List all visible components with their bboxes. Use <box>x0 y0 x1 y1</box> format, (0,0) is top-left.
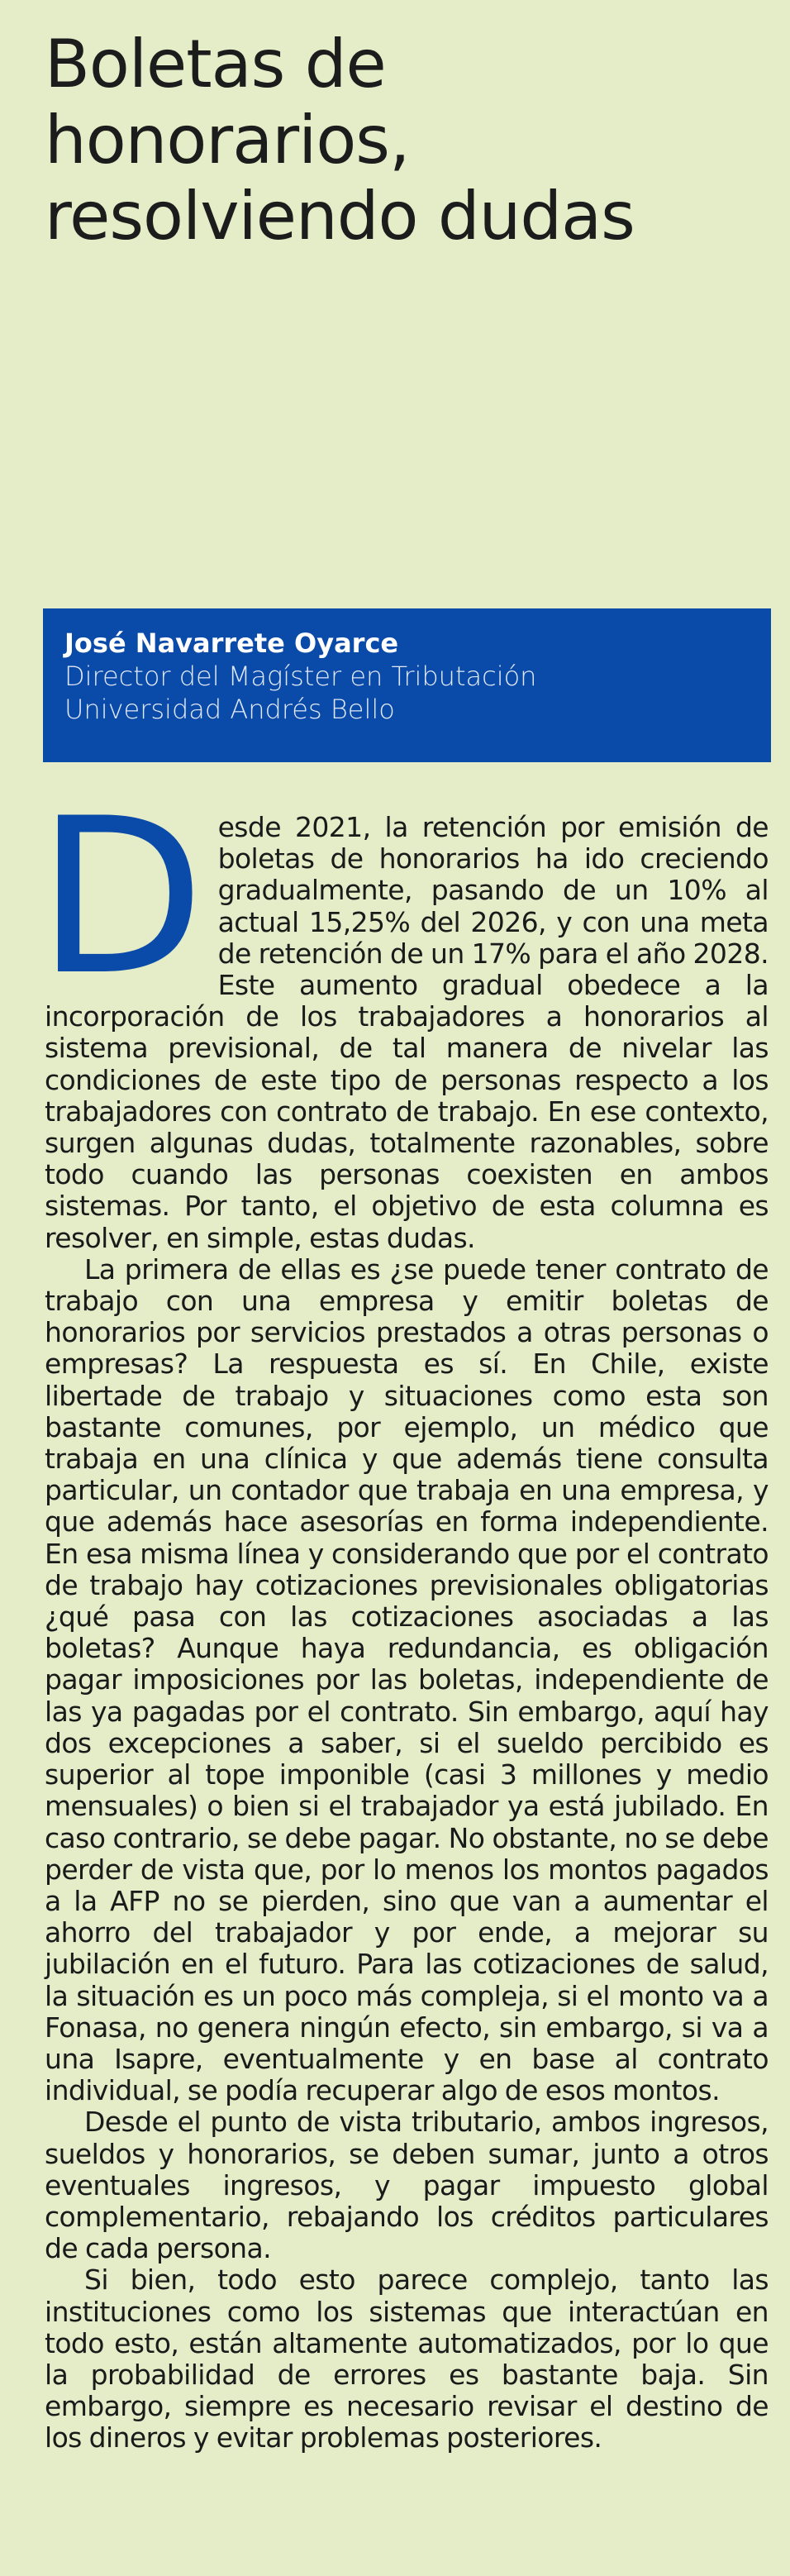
article-paragraph-3: Desde el punto de vista tributario, ambos ingresos, sueldos y honorarios, se deben sumar, junto a otros eventuales ingresos, y pagar impuesto global complementario, rebajando los créditos particulares de cada persona. <box>45 2106 769 2265</box>
article-title-line-2: resolviendo dudas <box>45 178 635 255</box>
author-institution: Universidad Andrés Bello <box>64 694 395 725</box>
article-paragraph-1-text: esde 2021, la retención por emisión de boletas de honorarios ha ido creciendo gradualmente, pasando de un 10% al actual 15,25% del 2026, y con una meta de retención de un 17% para el año 2028. Este aumento gradual obedece a la incorporación de los trabajadores a honorarios al sistema previsional, de tal manera de nivelar las condiciones de este tipo de personas respecto a los trabajadores con contrato de trabajo. En ese contexto, surgen algunas dudas, totalmente razonables, sobre todo cuando las personas coexisten en ambos sistemas. Por tanto, el objetivo de esta columna es resolver, en simple, estas dudas. <box>45 811 769 1254</box>
article-paragraph-2: La primera de ellas es ¿se puede tener contrato de trabajo con una empresa y emitir boletas de honorarios por servicios prestados a otras personas o empresas? La respuesta es sí. En Chile, existe libertade de trabajo y situaciones como esta son bastante comunes, por ejemplo, un médico que trabaja en una clínica y que además tiene consulta particular, un contador que trabaja en una empresa, y que además hace asesorías en forma independiente. En esa misma línea y considerando que por el contrato de trabajo hay cotizaciones previsionales obligatorias ¿qué pasa con las cotizaciones asociadas a las boletas? Aunque haya redundancia, es obligación pagar imposiciones por las boletas, independiente de las ya pagadas por el contrato. Sin embargo, aquí hay dos excepciones a saber, si el sueldo percibido es superior al tope imponible (casi 3 millones y medio mensuales) o bien si el trabajador ya está jubilado. En caso contrario, se debe pagar. No obstante, no se debe perder de vista que, por lo menos los montos pagados a la AFP no se pierden, sino que van a aumentar el ahorro del trabajador y por ende, a mejorar su jubilación en el futuro. Para las cotizaciones de salud, la situación es un poco más compleja, si el monto va a Fonasa, no genera ningún efecto, sin embargo, si va a una Isapre, eventualmente y en base al contrato individual, se podía recuperar algo de esos montos. <box>45 1252 769 2107</box>
article-title-line-1: Boletas de honorarios, <box>45 26 410 179</box>
author-box <box>43 608 771 762</box>
article-title <box>45 26 764 255</box>
author-role: Director del Magíster en Tributación <box>64 661 537 692</box>
article-body <box>36 773 769 2454</box>
drop-cap: D <box>36 773 205 1023</box>
article-paragraph-4: Si bien, todo esto parece complejo, tanto las instituciones como los sistemas que interactúan en todo esto, están altamente automatizados, por lo que la probabilidad de errores es bastante baja. Sin embargo, siempre es necesario revisar el destino de los dineros y evitar problemas posteriores. <box>45 2264 769 2454</box>
author-name: José Navarrete Oyarce <box>64 627 399 659</box>
article-paragraph-1 <box>36 773 769 1254</box>
